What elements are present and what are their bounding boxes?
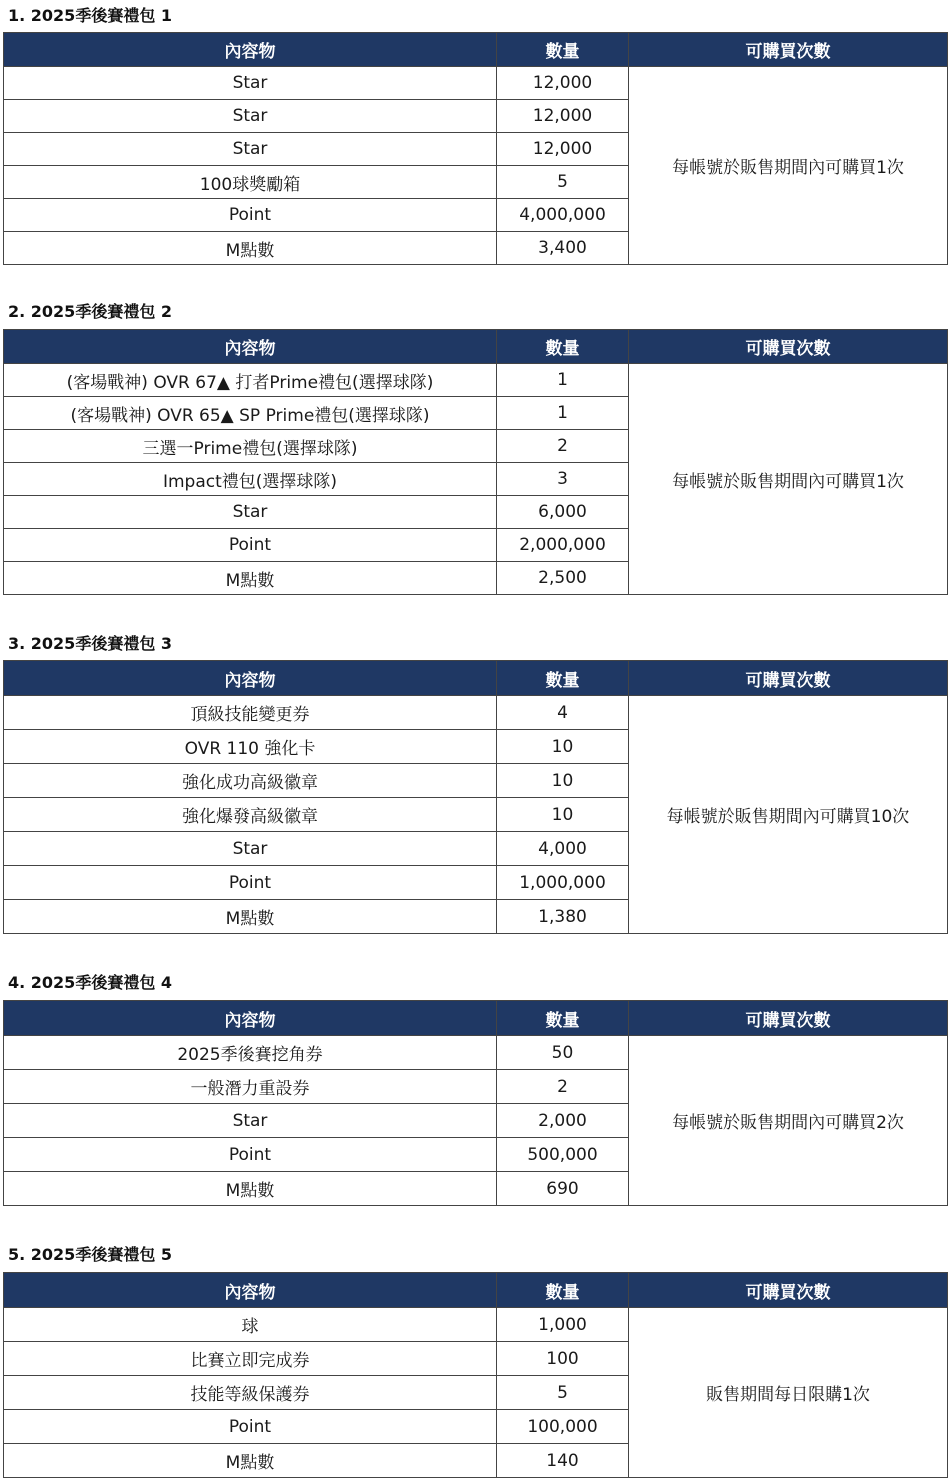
- item-cell: M點數: [4, 232, 497, 265]
- package-table: [3, 32, 948, 265]
- quantity-cell: 2,000: [497, 1104, 629, 1138]
- item-cell: OVR 110 強化卡: [4, 730, 497, 764]
- quantity-cell: 690: [497, 1172, 629, 1206]
- item-cell: M點數: [4, 900, 497, 934]
- item-cell: Point: [4, 1410, 497, 1444]
- package-table: [3, 660, 948, 934]
- item-cell: Star: [4, 832, 497, 866]
- package-title: 3. 2025季後賽禮包 3: [8, 634, 173, 653]
- header-quantity: 數量: [497, 661, 629, 696]
- table-row: [4, 364, 948, 397]
- quantity-cell: 2: [497, 1070, 629, 1104]
- header-limit: 可購買次數: [629, 1001, 948, 1036]
- item-cell: 技能等級保護券: [4, 1376, 497, 1410]
- package-title: 1. 2025季後賽禮包 1: [8, 6, 173, 25]
- purchase-limit-cell: 每帳號於販售期間內可購買10次: [629, 696, 948, 934]
- quantity-cell: 140: [497, 1444, 629, 1478]
- header-quantity: 數量: [497, 330, 629, 364]
- quantity-cell: 2,000,000: [497, 529, 629, 562]
- quantity-cell: 50: [497, 1036, 629, 1070]
- item-cell: Point: [4, 199, 497, 232]
- quantity-cell: 6,000: [497, 496, 629, 529]
- quantity-cell: 4: [497, 696, 629, 730]
- item-cell: Star: [4, 1104, 497, 1138]
- quantity-cell: 1: [497, 364, 629, 397]
- item-cell: 三選一Prime禮包(選擇球隊): [4, 430, 497, 463]
- header-content: 內容物: [4, 661, 497, 696]
- package-table: [3, 1000, 948, 1206]
- header-content: 內容物: [4, 330, 497, 364]
- header-limit: 可購買次數: [629, 33, 948, 67]
- item-cell: 2025季後賽挖角券: [4, 1036, 497, 1070]
- item-cell: Star: [4, 496, 497, 529]
- quantity-cell: 3,400: [497, 232, 629, 265]
- item-cell: (客場戰神) OVR 65▲ SP Prime禮包(選擇球隊): [4, 397, 497, 430]
- quantity-cell: 12,000: [497, 133, 629, 166]
- quantity-cell: 10: [497, 764, 629, 798]
- header-content: 內容物: [4, 1001, 497, 1036]
- purchase-limit-cell: 每帳號於販售期間內可購買1次: [629, 67, 948, 265]
- table-header-row: [4, 330, 948, 364]
- quantity-cell: 10: [497, 730, 629, 764]
- item-cell: M點數: [4, 1444, 497, 1478]
- quantity-cell: 1,380: [497, 900, 629, 934]
- table-header-row: [4, 661, 948, 696]
- quantity-cell: 2,500: [497, 562, 629, 595]
- item-cell: M點數: [4, 562, 497, 595]
- table-header-row: [4, 1273, 948, 1308]
- package-title: 4. 2025季後賽禮包 4: [8, 973, 173, 992]
- item-cell: 球: [4, 1308, 497, 1342]
- item-cell: 頂級技能變更券: [4, 696, 497, 730]
- quantity-cell: 1: [497, 397, 629, 430]
- purchase-limit-cell: 販售期間每日限購1次: [629, 1308, 948, 1478]
- quantity-cell: 2: [497, 430, 629, 463]
- header-quantity: 數量: [497, 1001, 629, 1036]
- item-cell: Point: [4, 1138, 497, 1172]
- purchase-limit-cell: 每帳號於販售期間內可購買1次: [629, 364, 948, 595]
- quantity-cell: 1,000: [497, 1308, 629, 1342]
- item-cell: Star: [4, 133, 497, 166]
- quantity-cell: 5: [497, 1376, 629, 1410]
- header-content: 內容物: [4, 1273, 497, 1308]
- quantity-cell: 500,000: [497, 1138, 629, 1172]
- item-cell: Star: [4, 100, 497, 133]
- item-cell: (客場戰神) OVR 67▲ 打者Prime禮包(選擇球隊): [4, 364, 497, 397]
- purchase-limit-cell: 每帳號於販售期間內可購買2次: [629, 1036, 948, 1206]
- item-cell: Impact禮包(選擇球隊): [4, 463, 497, 496]
- table-header-row: [4, 1001, 948, 1036]
- quantity-cell: 100,000: [497, 1410, 629, 1444]
- header-limit: 可購買次數: [629, 1273, 948, 1308]
- item-cell: Star: [4, 67, 497, 100]
- item-cell: 強化爆發高級徽章: [4, 798, 497, 832]
- header-limit: 可購買次數: [629, 330, 948, 364]
- package-title: 2. 2025季後賽禮包 2: [8, 302, 173, 321]
- table-row: [4, 1036, 948, 1070]
- item-cell: 100球獎勵箱: [4, 166, 497, 199]
- item-cell: Point: [4, 866, 497, 900]
- item-cell: M點數: [4, 1172, 497, 1206]
- package-table: [3, 1272, 948, 1478]
- quantity-cell: 100: [497, 1342, 629, 1376]
- header-quantity: 數量: [497, 1273, 629, 1308]
- quantity-cell: 12,000: [497, 67, 629, 100]
- item-cell: 一般潛力重設券: [4, 1070, 497, 1104]
- quantity-cell: 10: [497, 798, 629, 832]
- item-cell: 比賽立即完成券: [4, 1342, 497, 1376]
- quantity-cell: 3: [497, 463, 629, 496]
- quantity-cell: 5: [497, 166, 629, 199]
- quantity-cell: 12,000: [497, 100, 629, 133]
- header-limit: 可購買次數: [629, 661, 948, 696]
- package-title: 5. 2025季後賽禮包 5: [8, 1245, 173, 1264]
- quantity-cell: 1,000,000: [497, 866, 629, 900]
- table-header-row: [4, 33, 948, 67]
- table-row: [4, 696, 948, 730]
- item-cell: Point: [4, 529, 497, 562]
- item-cell: 強化成功高級徽章: [4, 764, 497, 798]
- table-row: [4, 67, 948, 100]
- quantity-cell: 4,000: [497, 832, 629, 866]
- table-row: [4, 1308, 948, 1342]
- header-content: 內容物: [4, 33, 497, 67]
- header-quantity: 數量: [497, 33, 629, 67]
- package-table: [3, 329, 948, 595]
- quantity-cell: 4,000,000: [497, 199, 629, 232]
